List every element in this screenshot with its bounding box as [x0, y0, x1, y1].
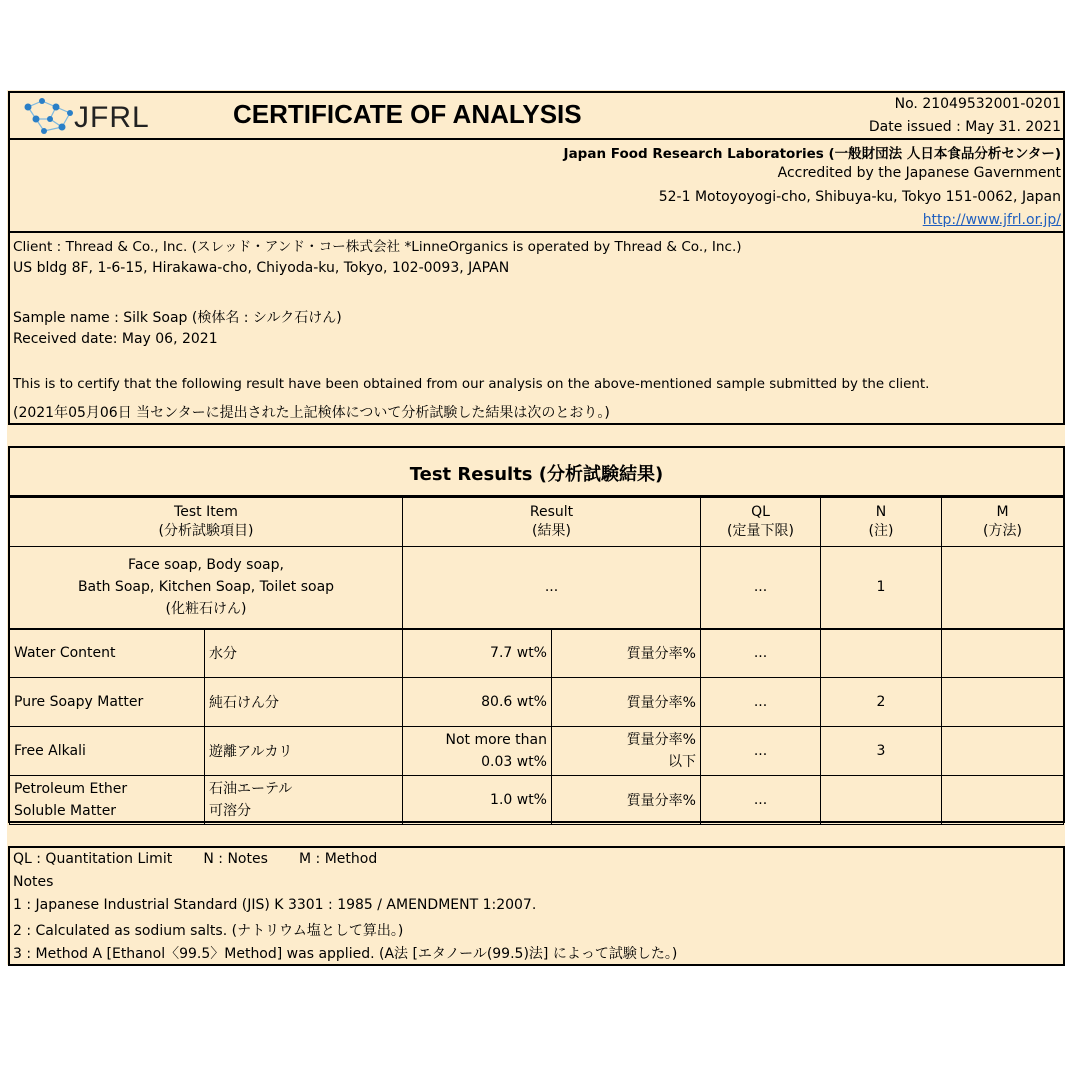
certify-statement-en: This is to certify that the following result have been obtained from our analysis on the above-mentioned sample submitted by the client. [13, 377, 930, 392]
ql-value: ... [701, 678, 821, 727]
item-en: Pure Soapy Matter [10, 678, 205, 727]
header-result-jp: (結果) [532, 523, 571, 539]
item-en-line: Petroleum Ether [14, 781, 128, 797]
note-item: 3 : Method A [Ethanol〈99.5〉Method] was applied. (A法 [エタノール(99.5)法] によって試験した。) [13, 946, 678, 962]
table-header-row [10, 498, 1064, 547]
notes-legend: QL : Quantitation Limit N : Notes M : Method [13, 851, 378, 867]
note-ref: 3 [821, 727, 942, 776]
client-address: US bldg 8F, 1-6-15, Hirakawa-cho, Chiyoda-ku, Tokyo, 102-0093, JAPAN [13, 260, 510, 276]
category-ql: ... [701, 547, 821, 629]
item-en: Water Content [10, 629, 205, 678]
received-date: Received date: May 06, 2021 [13, 331, 218, 347]
header-n-en: N [875, 504, 887, 520]
ql-value: ... [701, 629, 821, 678]
header-result [403, 498, 701, 547]
category-line: Bath Soap, Kitchen Soap, Toilet soap [77, 579, 335, 596]
ql-value: ... [701, 776, 821, 825]
header-result-en: Result [529, 504, 574, 520]
header-n-jp: (注) [868, 523, 894, 539]
item-jp: 純石けん分 [205, 678, 403, 727]
table-row [10, 678, 1064, 727]
category-row [10, 547, 1064, 629]
item-en-line: Soluble Matter [14, 803, 117, 819]
result-unit: 質量分率% [552, 678, 701, 727]
header-test-item-en: Test Item [174, 504, 238, 520]
item-jp-line: 可溶分 [209, 803, 251, 819]
header-n [821, 498, 942, 547]
lab-website-link[interactable]: http://www.jfrl.or.jp/ [922, 212, 1061, 228]
accreditation: Accredited by the Japanese Gavernment [777, 165, 1061, 181]
item-jp-line: 石油エーテル [209, 781, 293, 797]
notes-heading: Notes [13, 874, 54, 890]
certify-statement-jp: (2021年05月06日 当センターに提出された上記検体について分析試験した結果は次のとおり。) [13, 405, 610, 421]
header-test-item-jp: (分析試験項目) [158, 523, 254, 539]
note-ref [821, 629, 942, 678]
result-value-line: 0.03 wt% [481, 754, 547, 770]
note-ref [821, 776, 942, 825]
table-row [10, 629, 1064, 678]
molecule-icon [22, 97, 82, 135]
table-row [10, 776, 1064, 825]
client-line: Client : Thread & Co., Inc. (スレッド・アンド・コー株式会社 *LinneOrganics is operated by Thread & Co., Inc.) [13, 239, 742, 255]
result-unit [552, 727, 701, 776]
result-value: 1.0 wt% [403, 776, 552, 825]
client-divider [9, 231, 1064, 233]
header-divider [9, 138, 1064, 140]
table-row [10, 727, 1064, 776]
test-results-title: Test Results (分析試験結果) [409, 464, 664, 485]
result-value: 7.7 wt% [403, 629, 552, 678]
lab-name: Japan Food Research Laboratories (一般財団法 人日本食品分析センター) [563, 146, 1061, 162]
result-unit: 質量分率% [552, 776, 701, 825]
header-m-jp: (方法) [983, 523, 1022, 539]
date-issued: Date issued : May 31. 2021 [868, 119, 1061, 135]
result-value [403, 727, 552, 776]
note-item: 2 : Calculated as sodium salts. (ナトリウム塩として算出。) [13, 923, 404, 939]
item-jp: 遊離アルカリ [205, 727, 403, 776]
header-ql [701, 498, 821, 547]
logo-text: JFRL [74, 101, 150, 134]
category-result: ... [403, 547, 701, 629]
item-en [10, 776, 205, 825]
ql-value: ... [701, 727, 821, 776]
result-unit-line: 質量分率% [626, 732, 696, 748]
note-ref: 2 [821, 678, 942, 727]
result-unit-line: 以下 [668, 754, 696, 770]
method-value [942, 678, 1064, 727]
header-ql-en: QL [751, 504, 770, 520]
jfrl-logo [22, 97, 162, 135]
result-value: 80.6 wt% [403, 678, 552, 727]
category-cell [10, 547, 403, 629]
header-m-en: M [996, 504, 1009, 520]
note-item: 1 : Japanese Industrial Standard (JIS) K 3301 : 1985 / AMENDMENT 1:2007. [13, 897, 537, 913]
header-test-item [10, 498, 403, 547]
certificate-title: CERTIFICATE OF ANALYSIS [233, 99, 582, 129]
method-value [942, 629, 1064, 678]
category-note: 1 [821, 547, 942, 629]
result-value-line: Not more than [445, 732, 547, 748]
item-en: Free Alkali [10, 727, 205, 776]
category-method [942, 547, 1064, 629]
item-jp [205, 776, 403, 825]
method-value [942, 727, 1064, 776]
method-value [942, 776, 1064, 825]
lab-address: 52-1 Motoyoyogi-cho, Shibuya-ku, Tokyo 151-0062, Japan [658, 189, 1061, 205]
category-line: Face soap, Body soap, [128, 557, 284, 574]
category-line: (化粧石けん) [165, 601, 247, 618]
header-m [942, 498, 1064, 547]
results-table [9, 497, 1064, 825]
certificate-number: No. 21049532001-0201 [894, 96, 1061, 112]
result-unit: 質量分率% [552, 629, 701, 678]
item-jp: 水分 [205, 629, 403, 678]
sample-name: Sample name : Silk Soap (検体名 : シルク石けん) [13, 310, 342, 326]
header-ql-jp: (定量下限) [727, 523, 794, 539]
